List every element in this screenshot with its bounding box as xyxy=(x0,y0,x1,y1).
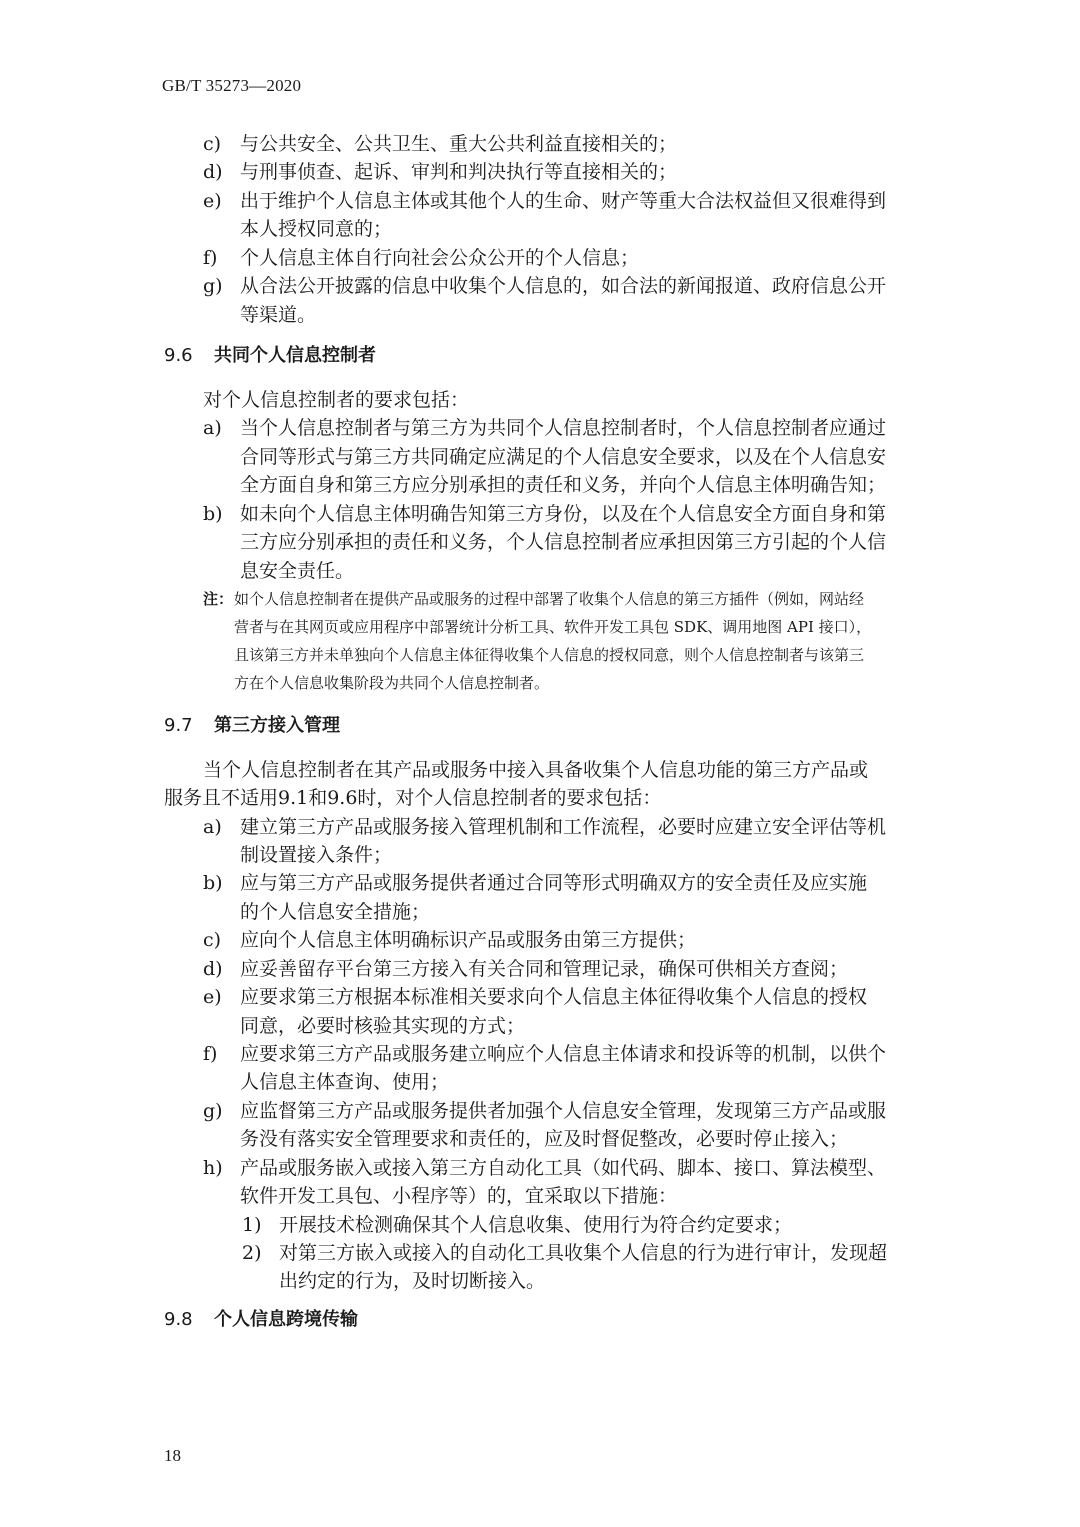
section-number: 9.6 xyxy=(164,345,193,366)
list-item-text: 应向个人信息主体明确标识产品或服务由第三方提供； xyxy=(240,929,697,951)
list-label: e) xyxy=(203,190,222,212)
list-item-text: 与公共安全、公共卫生、重大公共利益直接相关的； xyxy=(240,133,678,155)
list-item-text: 应要求第三方产品或服务建立响应个人信息主体请求和投诉等的机制，以供个 xyxy=(240,1043,887,1065)
list-label: g) xyxy=(203,275,223,297)
section-intro: 当个人信息控制者在其产品或服务中接入具备收集个人信息功能的第三方产品或 xyxy=(203,759,869,781)
note-text: 且该第三方并未单独向个人信息主体征得收集个人信息的授权同意，则个人信息控制者与该第三 xyxy=(234,646,865,664)
list-item-text: 息安全责任。 xyxy=(240,560,355,582)
list-label: f) xyxy=(203,247,218,269)
list-item-text: 务没有落实安全管理要求和责任的，应及时督促整改，必要时停止接入； xyxy=(240,1128,849,1150)
list-item-text: 从合法公开披露的信息中收集个人信息的，如合法的新闻报道、政府信息公开 xyxy=(240,275,887,297)
list-item-text: 制设置接入条件； xyxy=(240,844,393,866)
note-label: 注： xyxy=(203,590,234,608)
list-item-text: 合同等形式与第三方共同确定应满足的个人信息安全要求，以及在个人信息安 xyxy=(240,446,887,468)
list-item-text: 出于维护个人信息主体或其他个人的生命、财产等重大合法权益但又很难得到 xyxy=(240,190,887,212)
list-item-text: 与刑事侦查、起诉、审判和判决执行等直接相关的； xyxy=(240,161,678,183)
list-item-text: 应监督第三方产品或服务提供者加强个人信息安全管理，发现第三方产品或服 xyxy=(240,1100,887,1122)
list-item-text: 当个人信息控制者与第三方为共同个人信息控制者时，个人信息控制者应通过 xyxy=(240,417,887,439)
section-heading-9-7 xyxy=(164,713,340,739)
list-label: b) xyxy=(203,503,223,525)
list-item-text: 等渠道。 xyxy=(240,304,317,326)
section-number: 9.7 xyxy=(164,715,193,736)
list-item-text: 产品或服务嵌入或接入第三方自动化工具（如代码、脚本、接口、算法模型、 xyxy=(240,1157,887,1179)
list-item-text: 的个人信息安全措施； xyxy=(240,901,431,923)
list-item-text: 本人授权同意的； xyxy=(240,218,393,240)
section-heading-9-8 xyxy=(164,1307,358,1333)
section-intro: 对个人信息控制者的要求包括： xyxy=(203,389,470,411)
sublist-item-text: 对第三方嵌入或接入的自动化工具收集个人信息的行为进行审计，发现超 xyxy=(279,1242,888,1264)
document-code-header: GB/T 35273—2020 xyxy=(162,76,302,95)
list-item-text: 个人信息主体自行向社会公众公开的个人信息； xyxy=(240,247,640,269)
section-title: 共同个人信息控制者 xyxy=(214,345,376,366)
list-item-text: 同意，必要时核验其实现的方式； xyxy=(240,1015,526,1037)
sublist-label: 2) xyxy=(242,1242,262,1264)
list-label: b) xyxy=(203,872,223,894)
sublist-label: 1) xyxy=(242,1214,262,1236)
note-text: 方在个人信息收集阶段为共同个人信息控制者。 xyxy=(234,674,550,692)
section-number: 9.8 xyxy=(164,1309,193,1330)
list-item-text: 全方面自身和第三方应分别承担的责任和义务，并向个人信息主体明确告知； xyxy=(240,474,887,496)
list-label: a) xyxy=(203,417,222,439)
list-item-text: 应要求第三方根据本标准相关要求向个人信息主体征得收集个人信息的授权 xyxy=(240,986,868,1008)
list-label: a) xyxy=(203,816,222,838)
list-item-text: 应与第三方产品或服务提供者通过合同等形式明确双方的安全责任及应实施 xyxy=(240,872,868,894)
list-label: d) xyxy=(203,161,223,183)
note-text: 营者与在其网页或应用程序中部署统计分析工具、软件开发工具包 SDK、调用地图 API 接口）， xyxy=(234,618,872,636)
list-label: d) xyxy=(203,958,223,980)
list-item-text: 应妥善留存平台第三方接入有关合同和管理记录，确保可供相关方查阅； xyxy=(240,958,849,980)
section-intro: 服务且不适用9.1和9.6时，对个人信息控制者的要求包括： xyxy=(164,787,662,809)
list-item-text: 如未向个人信息主体明确告知第三方身份，以及在个人信息安全方面自身和第 xyxy=(240,503,887,525)
sublist-item-text: 出约定的行为，及时切断接入。 xyxy=(279,1270,546,1292)
list-item-text: 建立第三方产品或服务接入管理机制和工作流程，必要时应建立安全评估等机 xyxy=(240,816,887,838)
note-text: 如个人信息控制者在提供产品或服务的过程中部署了收集个人信息的第三方插件（例如，网站经 xyxy=(234,590,865,608)
sublist-item-text: 开展技术检测确保其个人信息收集、使用行为符合约定要求； xyxy=(279,1214,793,1236)
list-label: f) xyxy=(203,1043,218,1065)
list-item-text: 三方应分别承担的责任和义务，个人信息控制者应承担因第三方引起的个人信 xyxy=(240,531,887,553)
list-label: g) xyxy=(203,1100,223,1122)
section-heading-9-6 xyxy=(164,343,376,369)
section-title: 个人信息跨境传输 xyxy=(214,1309,358,1330)
list-label: h) xyxy=(203,1157,223,1179)
section-title: 第三方接入管理 xyxy=(214,715,340,736)
list-item-text: 人信息主体查询、使用； xyxy=(240,1071,450,1093)
list-item-text: 软件开发工具包、小程序等）的，宜采取以下措施： xyxy=(240,1185,678,1207)
list-label: e) xyxy=(203,986,222,1008)
page-number: 18 xyxy=(164,1446,181,1465)
list-label: c) xyxy=(203,929,222,951)
list-label: c) xyxy=(203,133,222,155)
